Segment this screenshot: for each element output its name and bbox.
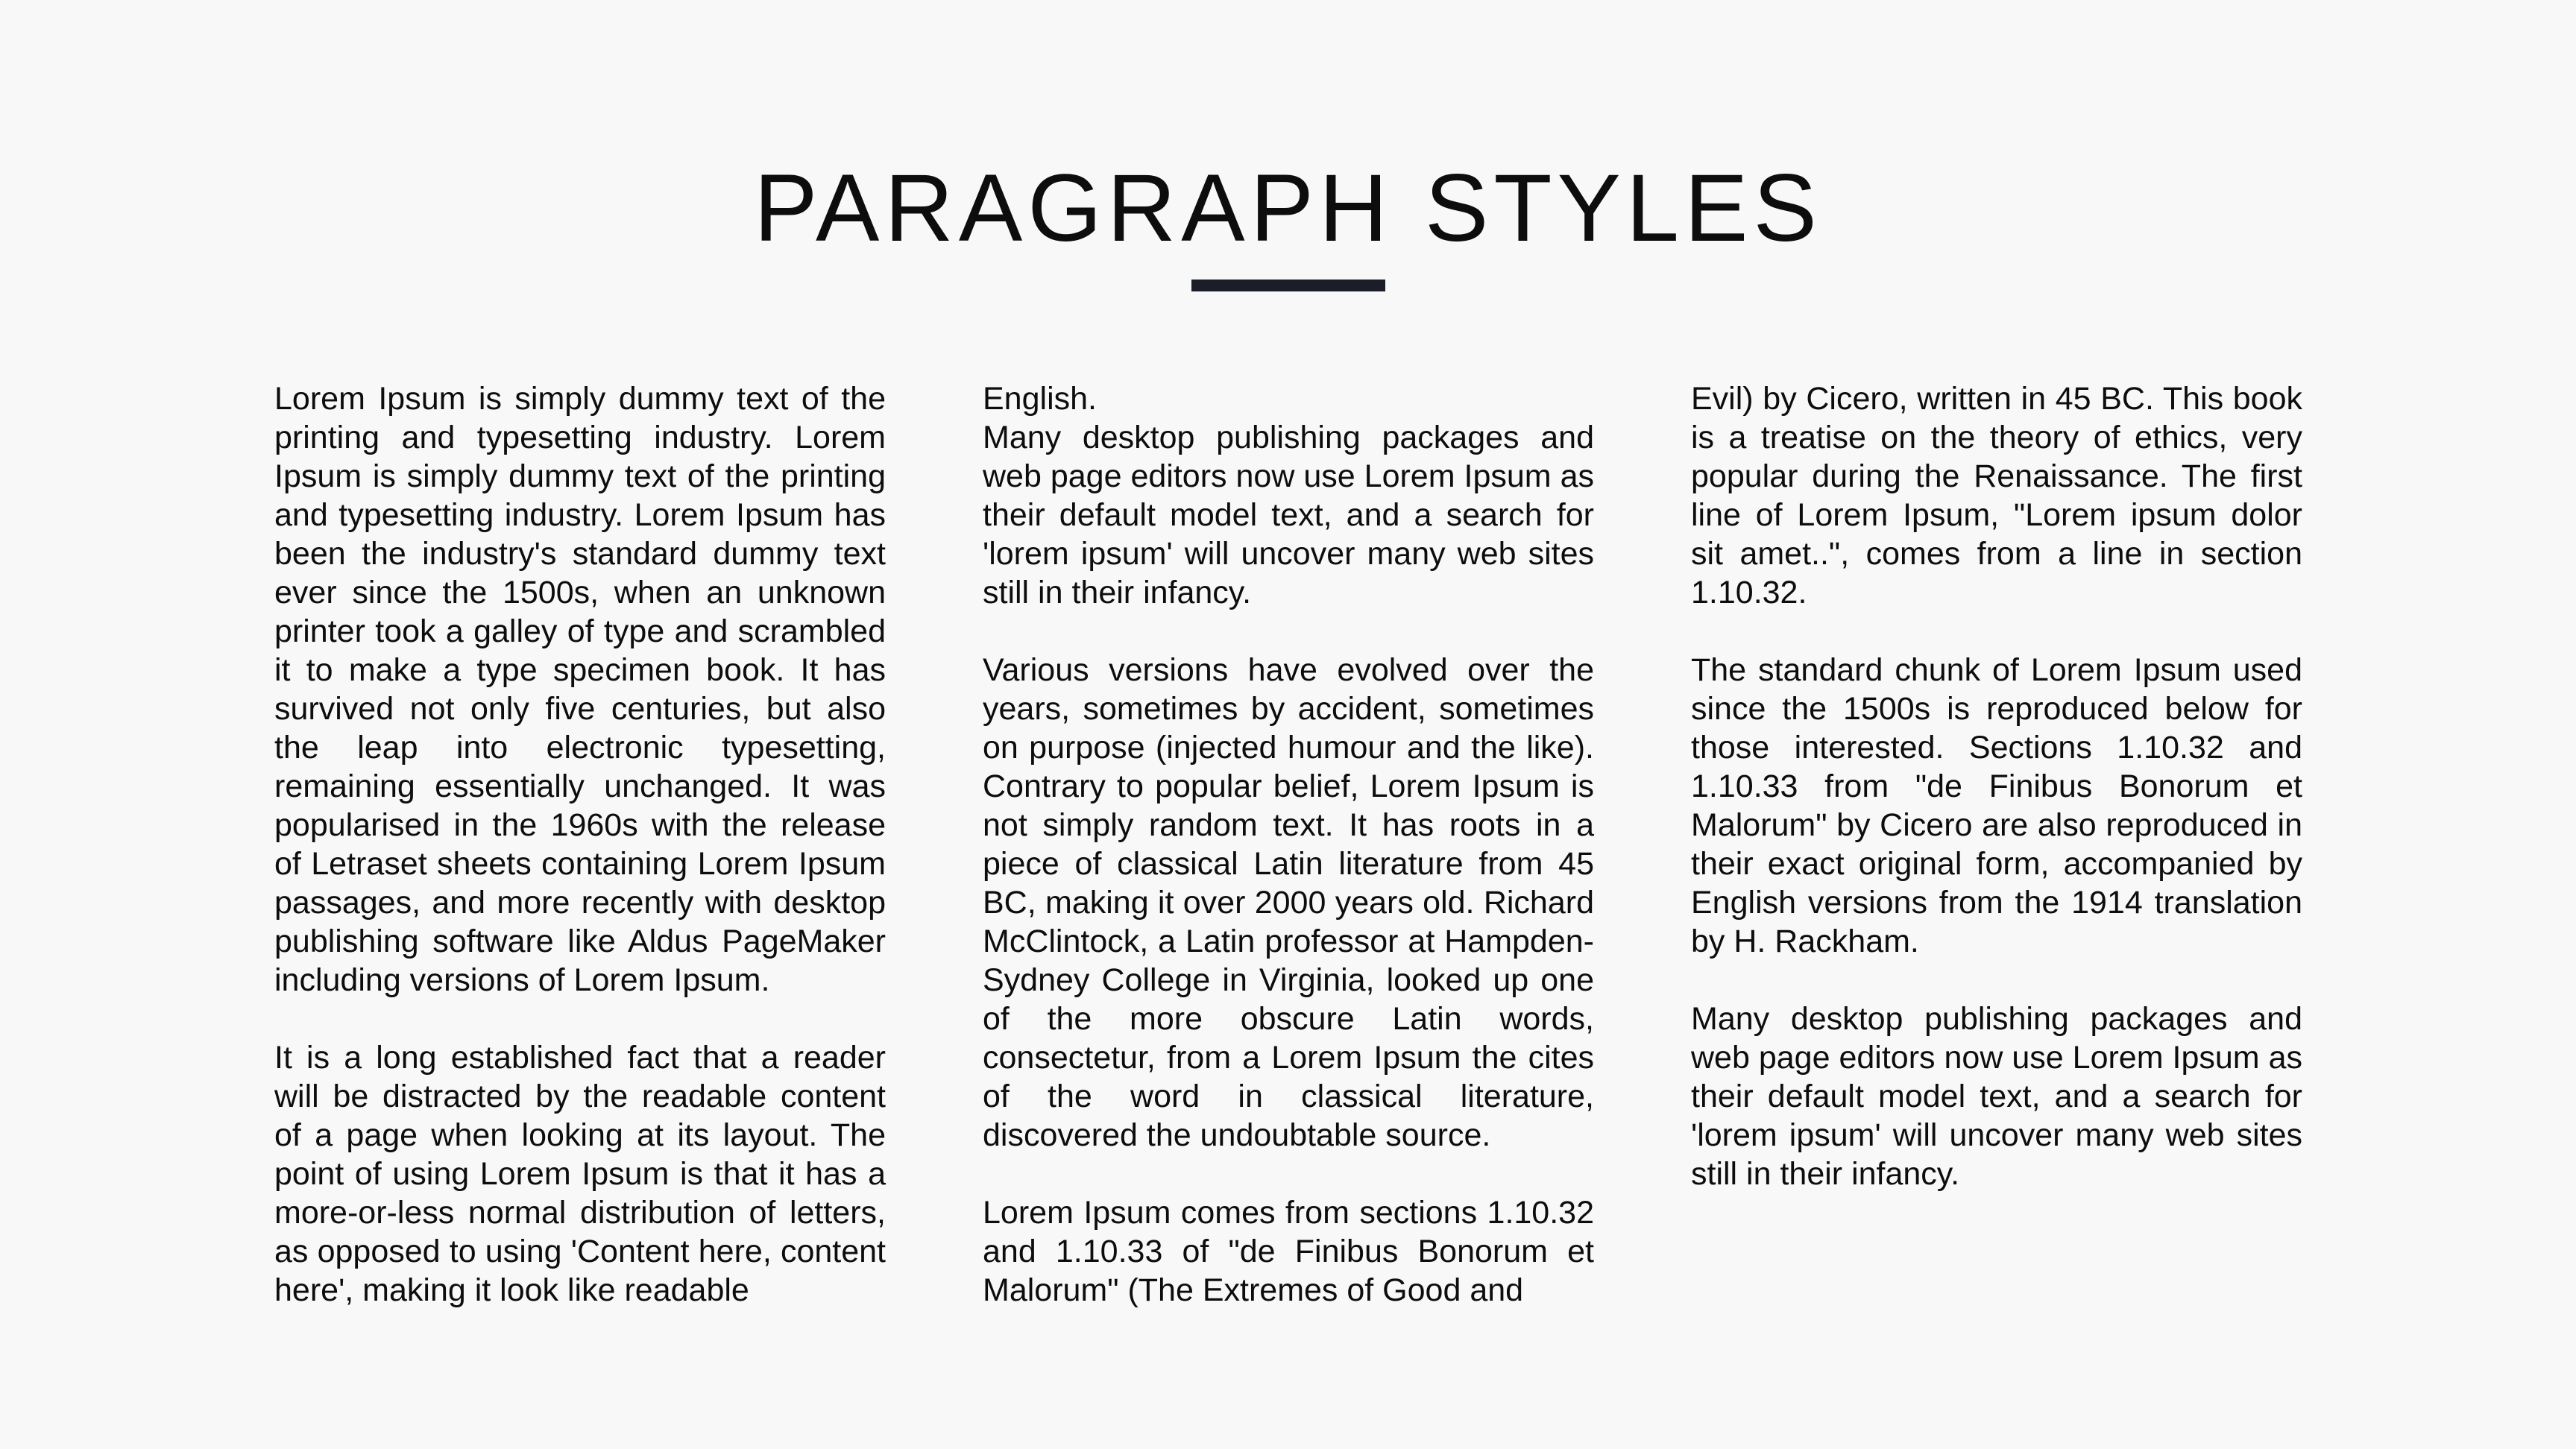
paragraph: Lorem Ipsum comes from sections 1.10.32 and 1.10.33 of "de Finibus Bonorum et Malorum" (The Extremes of Good and xyxy=(983,1195,1594,1308)
paragraph: Lorem Ipsum is simply dummy text of the printing and typesetting industry. Lorem Ipsum is simply dummy text of the printing and typesetting industry. Lorem Ipsum has been the industry's standard dummy text ever since the 1500s, when an unknown printer took a galley of type and scrambled it to make a type specimen book. It has survived not only five centuries, but also the leap into electronic typesetting, remaining essentially unchanged. It was popularised in the 1960s with the release of Letraset sheets containing Lorem Ipsum passages, and more recently with desktop publishing software like Aldus PageMaker including versions of Lorem Ipsum. xyxy=(274,381,886,998)
paragraph: Many desktop publishing packages and web page editors now use Lorem Ipsum as their default model text, and a search for 'lorem ipsum' will uncover many web sites still in their infancy. xyxy=(1691,1001,2302,1192)
paragraph: English. xyxy=(983,381,1097,417)
paragraph: Many desktop publishing packages and web page editors now use Lorem Ipsum as their default model text, and a search for 'lorem ipsum' will uncover many web sites still in their infancy. xyxy=(983,420,1594,610)
paragraph: Various versions have evolved over the years, sometimes by accident, sometimes on purpose (injected humour and the like). Contrary to popular belief, Lorem Ipsum is not simply random text. It has roots in a piece of classical Latin literature from 45 BC, making it over 2000 years old. Richard McClintock, a Latin professor at Hampden-Sydney College in Virginia, looked up one of the more obscure Latin words, consectetur, from a Lorem Ipsum the cites of the word in classical literature, discovered the undoubtable source. xyxy=(983,652,1594,1153)
paragraph: The standard chunk of Lorem Ipsum used since the 1500s is reproduced below for those interested. Sections 1.10.32 and 1.10.33 from "de Finibus Bonorum et Malorum" by Cicero are also reproduced in their exact original form, accompanied by English versions from the 1914 translation by H. Rackham. xyxy=(1691,652,2302,959)
paragraph: It is a long established fact that a reader will be distracted by the readable content of a page when looking at its layout. The point of using Lorem Ipsum is that it has a more-or-less normal distribution of letters, as opposed to using 'Content here, content here', making it look like readable xyxy=(274,1040,886,1308)
text-column-3 xyxy=(1691,379,2302,1193)
page-title: PARAGRAPH STYLES xyxy=(754,155,1822,262)
paragraph: Evil) by Cicero, written in 45 BC. This book is a treatise on the theory of ethics, very popular during the Renaissance. The first line of Lorem Ipsum, "Lorem ipsum dolor sit amet..", comes from a line in section 1.10.32. xyxy=(1691,381,2302,610)
text-column-1 xyxy=(274,379,886,1310)
text-column-2 xyxy=(983,379,1594,1310)
title-underline xyxy=(1191,280,1385,291)
